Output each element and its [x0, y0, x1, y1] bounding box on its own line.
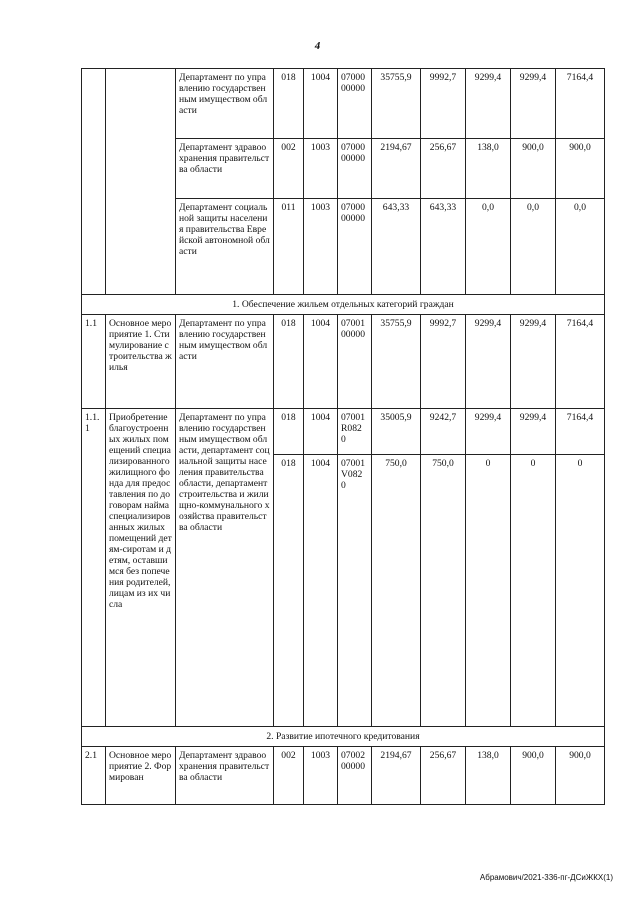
section-title: 2. Развитие ипотечного кредитования	[82, 727, 605, 747]
department-cell: Департамент по управлению государственным имуществом области	[176, 315, 274, 409]
value-cell: 643,33	[372, 199, 421, 295]
section-heading-row	[82, 295, 605, 315]
value-cell: 9242,7	[421, 409, 466, 455]
code-cell: 018	[274, 455, 304, 727]
code-cell: 1003	[304, 139, 338, 199]
code-cell: 07000 00000	[338, 139, 372, 199]
code-cell: 1003	[304, 747, 338, 805]
department-cell: Департамент здравоохранения правительства области	[176, 139, 274, 199]
code-cell: 002	[274, 139, 304, 199]
value-cell: 7164,4	[556, 315, 605, 409]
value-cell: 35755,9	[372, 315, 421, 409]
code-cell: 1004	[304, 315, 338, 409]
code-cell: 1004	[304, 69, 338, 139]
value-cell: 7164,4	[556, 409, 605, 455]
table-row	[82, 409, 605, 455]
table-row	[82, 747, 605, 805]
value-cell: 9299,4	[466, 409, 511, 455]
department-cell: Департамент социальной защиты населения правительства Еврейской автономной области	[176, 199, 274, 295]
value-cell: 643,33	[421, 199, 466, 295]
document-footer: Абрамович/2021-336-пг-ДСиЖКХ(1)	[479, 873, 613, 882]
code-cell: 07001 R082 0	[338, 409, 372, 455]
code-cell: 018	[274, 409, 304, 455]
section-title: 1. Обеспечение жильем отдельных категорий граждан	[82, 295, 605, 315]
code-cell: 1004	[304, 455, 338, 727]
value-cell: 138,0	[466, 139, 511, 199]
code-cell: 07002 00000	[338, 747, 372, 805]
measure-name: Приобретение благоустроенных жилых помещений специализированного жилищного фонда для предоставления по договорам найма специализированных жилых помещений детям-сиротам и детям, оставшимся без попечения родителей, лицам из их числа	[106, 409, 176, 727]
table-row	[82, 69, 605, 139]
row-number: 2.1	[82, 747, 106, 805]
value-cell: 9299,4	[511, 409, 556, 455]
value-cell: 0,0	[556, 199, 605, 295]
code-cell: 1004	[304, 409, 338, 455]
value-cell: 0,0	[466, 199, 511, 295]
code-cell: 011	[274, 199, 304, 295]
value-cell: 256,67	[421, 139, 466, 199]
value-cell: 900,0	[511, 139, 556, 199]
value-cell: 750,0	[372, 455, 421, 727]
value-cell: 900,0	[556, 747, 605, 805]
value-cell: 2194,67	[372, 139, 421, 199]
code-cell: 1003	[304, 199, 338, 295]
value-cell: 138,0	[466, 747, 511, 805]
code-cell: 018	[274, 69, 304, 139]
code-cell: 07000 00000	[338, 69, 372, 139]
value-cell: 256,67	[421, 747, 466, 805]
value-cell: 35755,9	[372, 69, 421, 139]
section-heading-row	[82, 727, 605, 747]
value-cell: 750,0	[421, 455, 466, 727]
row-number: 1.1	[82, 315, 106, 409]
code-cell: 018	[274, 315, 304, 409]
department-cell: Департамент по управлению государственным имуществом области, департамент социальной защиты населения правительства области, департамент строительства и жилищно-коммунального хозяйства правительства области	[176, 409, 274, 727]
value-cell: 900,0	[556, 139, 605, 199]
value-cell: 9299,4	[511, 315, 556, 409]
code-cell: 07000 00000	[338, 199, 372, 295]
table-row	[82, 315, 605, 409]
department-cell: Департамент здравоохранения правительства области	[176, 747, 274, 805]
code-cell: 07001 00000	[338, 315, 372, 409]
code-cell: 07001 V082 0	[338, 455, 372, 727]
budget-table	[81, 68, 605, 805]
measure-name: Основное мероприятие 2. Формирован	[106, 747, 176, 805]
row-number: 1.1.1	[82, 409, 106, 727]
measure-name: Основное мероприятие 1. Стимулирование строительства жилья	[106, 315, 176, 409]
value-cell: 9992,7	[421, 69, 466, 139]
value-cell: 0	[511, 455, 556, 727]
value-cell: 9299,4	[466, 315, 511, 409]
code-cell: 002	[274, 747, 304, 805]
value-cell: 900,0	[511, 747, 556, 805]
value-cell: 7164,4	[556, 69, 605, 139]
page-number: 4	[314, 40, 321, 52]
value-cell: 35005,9	[372, 409, 421, 455]
value-cell: 0	[556, 455, 605, 727]
value-cell: 0	[466, 455, 511, 727]
value-cell: 2194,67	[372, 747, 421, 805]
department-cell: Департамент по управлению государственным имуществом области	[176, 69, 274, 139]
value-cell: 0,0	[511, 199, 556, 295]
value-cell: 9299,4	[466, 69, 511, 139]
value-cell: 9992,7	[421, 315, 466, 409]
value-cell: 9299,4	[511, 69, 556, 139]
